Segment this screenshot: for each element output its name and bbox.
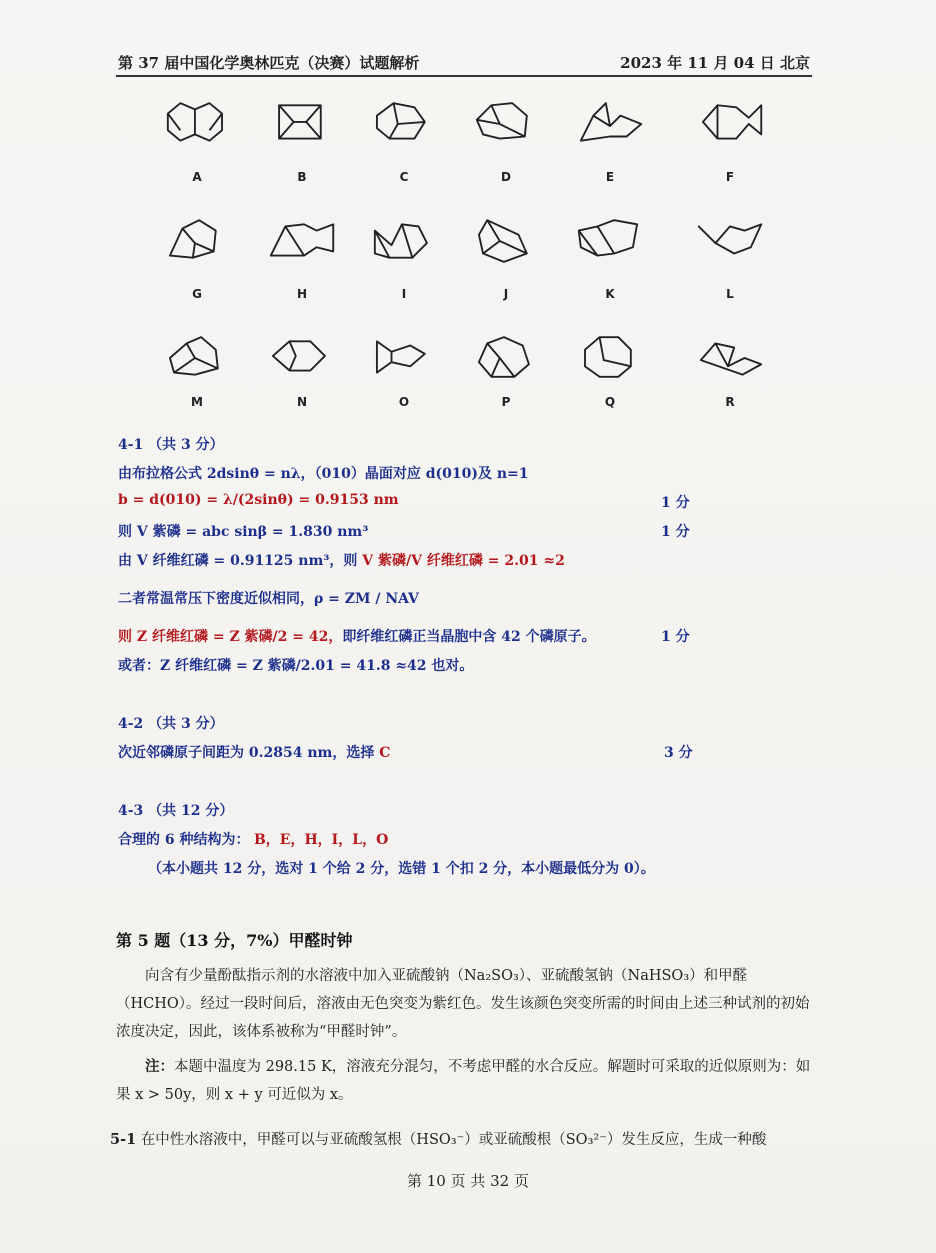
molecule-bond-lines	[479, 220, 527, 262]
header-rule	[116, 75, 812, 77]
page-footer: 第 10 页 共 32 页	[406, 1172, 529, 1190]
molecule-bond-lines	[170, 220, 216, 257]
molecule-h	[262, 216, 342, 306]
molecule-k	[570, 216, 650, 306]
q5-note	[116, 1053, 811, 1109]
molecule-d	[466, 99, 546, 189]
q5-paragraph: 向含有少量酚酞指示剂的水溶液中加入亚硫酸钠（Na₂SO₃）、亚硫酸氢钠（NaHSO₃）和甲醛（HCHO）。经过一段时间后，溶液由无色突变为紫红色。发生该颜色突变所需的时间由上述三种试剂的初始浓度决定，因此，该体系被称为“甲醛时钟”。	[116, 968, 810, 1040]
q41-line6-a: 则 Z 纤维红磷 = Z 紫磷/2 = 42，	[118, 629, 343, 645]
molecule-label: A	[192, 170, 202, 184]
q51-line	[110, 1126, 815, 1154]
q43-answer: B，E，H，I，L，O	[253, 832, 389, 848]
molecule-bond-lines	[377, 103, 425, 138]
molecule-b	[262, 99, 342, 189]
molecule-label: I	[401, 287, 407, 301]
q42-text: 次近邻磷原子间距为 0.2854 nm，选择	[118, 745, 380, 761]
molecule-g	[157, 216, 237, 306]
q51-text: 在中性水溶液中，甲醛可以与亚硫酸氢根（HSO₃⁻）或亚硫酸根（SO₃²⁻）发生反应，生成一种酸	[140, 1132, 767, 1148]
q43-title: 4-3 （共 12 分）	[118, 803, 234, 819]
q42-line1	[118, 742, 390, 762]
molecule-r	[690, 333, 770, 423]
q41-line2-points: 1 分	[661, 495, 690, 511]
molecule-label: L	[726, 287, 734, 301]
q43-label: 合理的 6 种结构为：	[118, 832, 250, 848]
molecule-e	[570, 99, 650, 189]
molecule-label: M	[191, 395, 203, 409]
molecule-label: Q	[604, 395, 616, 409]
header-title: 第 37 届中国化学奥林匹克（决赛）试题解析	[118, 54, 420, 72]
q5-note-text: 本题中温度为 298.15 K，溶液充分混匀，不考虑甲醛的水合反应。解题时可采取的近似原则为：如果 x > 50y，则 x + y 可近似为 x。	[116, 1059, 811, 1103]
molecule-label: O	[398, 395, 410, 409]
q43-note: （本小题共 12 分，选对 1 个给 2 分，选错 1 个扣 2 分，本小题最低分为 0）。	[148, 861, 655, 877]
molecule-l	[690, 216, 770, 306]
q41-title: 4-1 （共 3 分）	[118, 437, 224, 453]
molecule-label: D	[501, 170, 511, 184]
q41-line6	[118, 626, 596, 646]
molecule-bond-lines	[168, 103, 222, 141]
q42-choice: C	[379, 745, 391, 761]
molecule-structure-icon	[572, 333, 648, 383]
molecule-structure-icon	[159, 99, 235, 149]
molecule-i	[364, 216, 444, 306]
molecule-label: K	[605, 287, 615, 301]
q42-title: 4-2 （共 3 分）	[118, 716, 224, 732]
header-date: 2023 年 11 月 04 日 北京	[620, 54, 810, 72]
q41-line4	[118, 550, 565, 570]
molecule-structure-icon	[572, 216, 648, 266]
molecule-f	[690, 99, 770, 189]
molecule-bond-lines	[581, 103, 641, 141]
molecule-structure-icon	[264, 99, 340, 149]
molecule-bond-lines	[271, 224, 334, 255]
q41-line3-points: 1 分	[661, 524, 690, 540]
q41-line4-a: 由 V 纤维红磷 = 0.91125 nm³，则	[118, 553, 363, 569]
q41-line7: 或者：Z 纤维红磷 = Z 紫磷/2.01 = 41.8 ≈42 也对。	[118, 658, 474, 674]
molecule-label: E	[605, 170, 615, 184]
q41-line1: 由布拉格公式 2dsinθ = nλ，（010）晶面对应 d(010)及 n=1	[118, 466, 529, 482]
molecule-structure-icon	[692, 333, 768, 383]
molecule-bond-lines	[579, 220, 637, 255]
molecule-n	[262, 333, 342, 423]
molecule-q	[570, 333, 650, 423]
q5-note-label: 注：	[145, 1058, 174, 1075]
q41-line6-points: 1 分	[661, 629, 690, 645]
q41-line5: 二者常温常压下密度近似相同，ρ = ZM / NAV	[118, 591, 419, 607]
molecule-label: B	[297, 170, 307, 184]
molecule-a	[157, 99, 237, 189]
molecule-structure-icon	[366, 216, 442, 266]
molecule-label: N	[296, 395, 308, 409]
molecule-label: P	[501, 395, 511, 409]
molecule-structure-icon	[366, 99, 442, 149]
molecule-structure-icon	[468, 99, 544, 149]
molecule-bond-lines	[375, 224, 427, 257]
molecule-label: C	[399, 170, 409, 184]
molecule-bond-lines	[377, 341, 425, 372]
molecule-structure-icon	[572, 99, 648, 149]
q42-points: 3 分	[664, 745, 693, 761]
molecule-structure-icon	[692, 99, 768, 149]
q43-line1	[118, 829, 388, 849]
molecule-structure-icon	[366, 333, 442, 383]
q5-title: 第 5 题（13 分，7%）甲醛时钟	[116, 931, 353, 950]
molecule-bond-lines	[703, 105, 761, 138]
molecule-bond-lines	[170, 337, 218, 375]
molecule-bond-lines	[273, 341, 325, 370]
molecule-label: F	[725, 170, 735, 184]
q41-line2: b = d(010) = λ/(2sinθ) = 0.9153 nm	[118, 492, 399, 508]
molecule-label: H	[296, 287, 308, 301]
q41-line4-b: V 紫磷/V 纤维红磷 = 2.01 ≈2	[362, 553, 565, 569]
q51-label: 5-1	[110, 1131, 137, 1148]
molecule-structure-icon	[159, 216, 235, 266]
molecule-bond-lines	[701, 343, 761, 374]
molecule-label: J	[503, 287, 509, 301]
molecule-p	[466, 333, 546, 423]
molecule-bond-lines	[479, 337, 529, 377]
molecule-bond-lines	[699, 224, 762, 253]
molecule-structure-icon	[468, 333, 544, 383]
molecule-c	[364, 99, 444, 189]
molecule-bond-lines	[477, 103, 527, 138]
molecule-structure-icon	[159, 333, 235, 383]
molecule-bond-lines	[279, 105, 321, 138]
molecule-o	[364, 333, 444, 423]
molecule-structure-icon	[264, 333, 340, 383]
molecule-structure-icon	[264, 216, 340, 266]
molecule-m	[157, 333, 237, 423]
molecule-structure-icon	[692, 216, 768, 266]
molecule-label: G	[192, 287, 202, 301]
q41-line3: 则 V 紫磷 = abc sinβ = 1.830 nm³	[118, 524, 369, 540]
q41-line6-b: 即纤维红磷正当晶胞中含 42 个磷原子。	[342, 629, 596, 645]
molecule-j	[466, 216, 546, 306]
molecule-label: R	[725, 395, 735, 409]
molecule-bond-lines	[585, 337, 631, 377]
molecule-structure-icon	[468, 216, 544, 266]
